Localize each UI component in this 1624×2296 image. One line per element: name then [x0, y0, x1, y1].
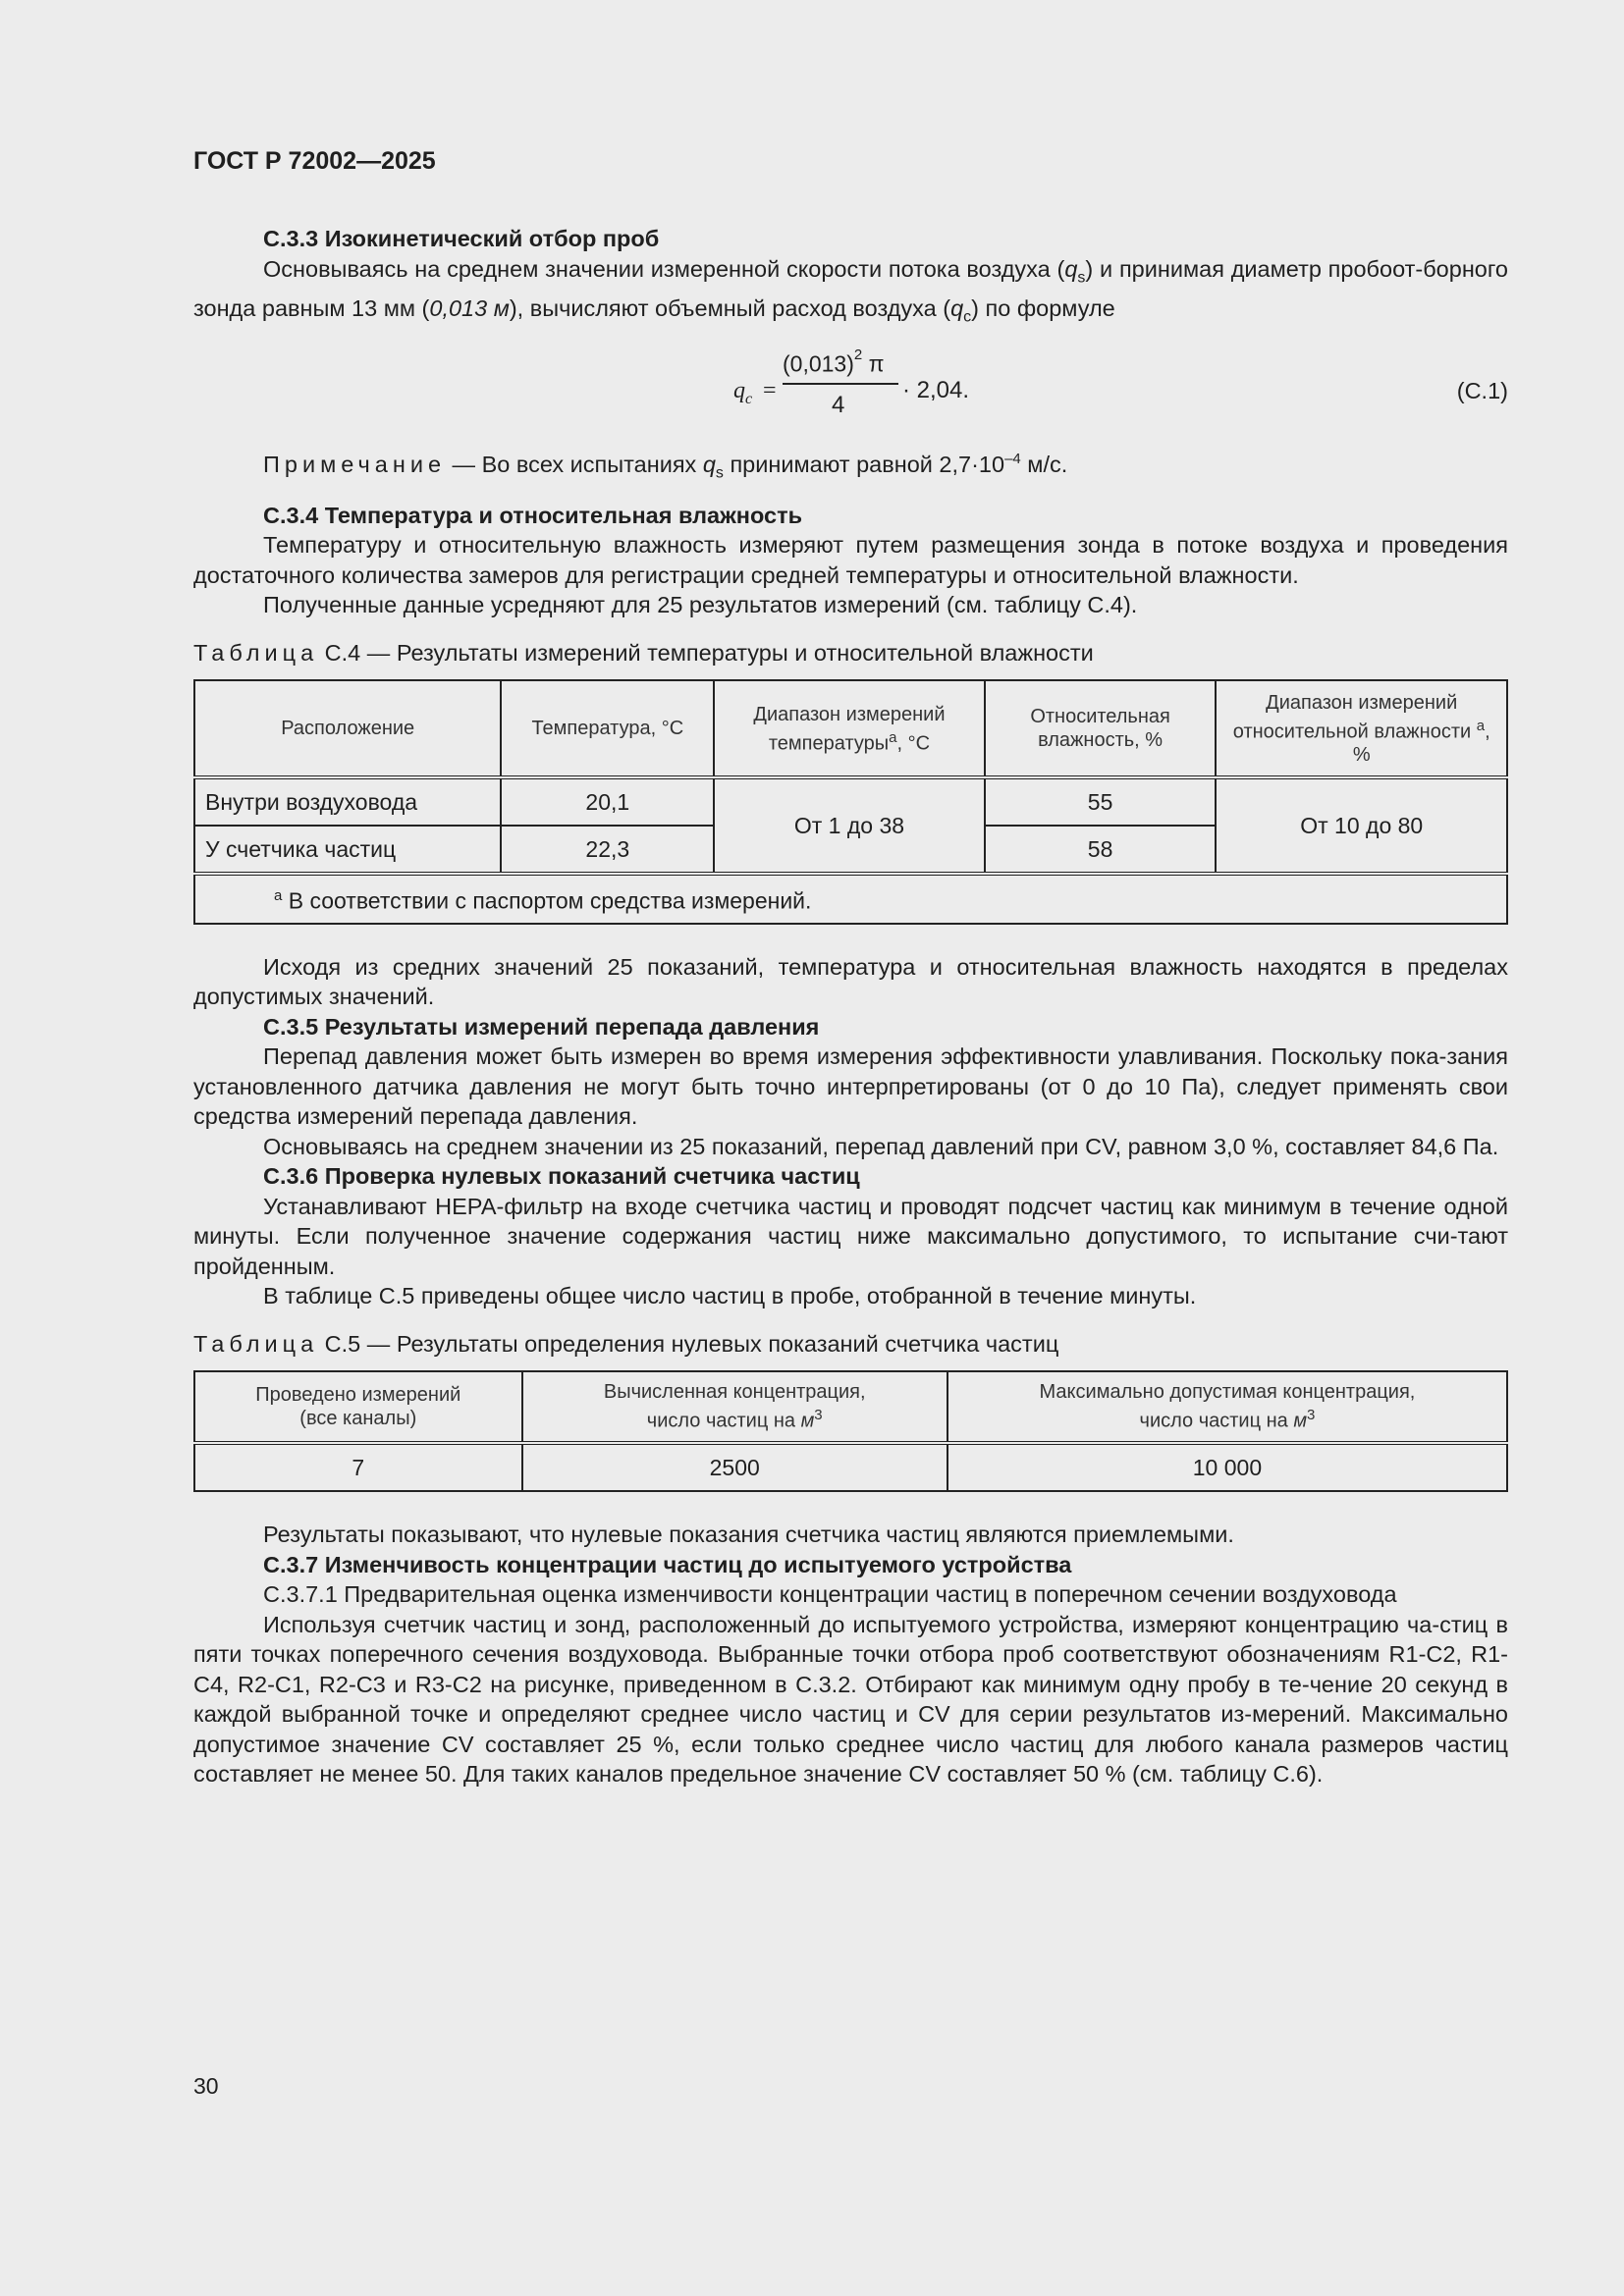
section-heading-c36: С.3.6 Проверка нулевых показаний счетчика частиц — [263, 1163, 860, 1190]
table-c4-footnote-row — [194, 874, 1507, 923]
formula-numerator: $(0,013)^2$ π — [783, 346, 885, 377]
section-heading-c37: С.3.7 Изменчивость концентрации частиц до испытуемого устройства — [263, 1551, 1072, 1577]
document-body — [193, 224, 1508, 1789]
paragraph-after-c4: Исходя из средних значений 25 показаний, температура и относительная влажность находятся в пределах допустимых значений. — [193, 953, 1508, 1010]
formula-lhs: $q_c$ — [733, 377, 753, 407]
formula-number: (С.1) — [1456, 377, 1508, 403]
note-c33: Примечание — Во всех испытаниях $q_s$ принимают равной $2,7\cdot 10^{-4}$ м/с. — [263, 450, 1068, 482]
table-c5-header-max: Максимально допустимая концентрация, число частиц на $м^3$ — [947, 1371, 1507, 1443]
table-c4-humidity: 58 — [985, 826, 1217, 874]
paragraph-c34-2: Полученные данные усредняют для 25 результатов измерений (см. таблицу С.4). — [263, 592, 1138, 618]
table-c4 — [193, 679, 1508, 924]
table-c4-header-location: Расположение — [194, 680, 501, 777]
table-c4-header-temp: Температура, °С — [501, 680, 714, 777]
table-c4-temp-range: От 1 до 38 — [714, 777, 985, 874]
table-c4-location: Внутри воздуховода — [194, 777, 501, 826]
formula-equals: = — [763, 377, 777, 403]
table-c4-footnote: $^а$ В соответствии с паспортом средства измерений. — [194, 874, 1507, 923]
section-heading-c34: С.3.4 Температура и относительная влажность — [263, 502, 803, 528]
table-c5-caption: Таблица С.5 — Результаты определения нулевых показаний счетчика частиц — [193, 1330, 1059, 1357]
table-c4-humidity: 55 — [985, 777, 1217, 826]
paragraph-c36-1: Устанавливают НЕРА-фильтр на входе счетчика частиц и проводят подсчет частиц как минимум в течение одной минуты. Если полученное значение содержания частиц ниже максимально допустимого, то испытание счи-тают пройденным. — [193, 1193, 1508, 1279]
section-heading-c33: С.3.3 Изокинетический отбор проб — [263, 226, 660, 251]
section-heading-c35: С.3.5 Результаты измерений перепада давления — [263, 1013, 820, 1040]
paragraph-c36-2: В таблице С.5 приведены общее число частиц в пробе, отобранной в течение минуты. — [263, 1283, 1197, 1309]
paragraph-c33: Основываясь на среднем значении измеренной скорости потока воздуха $(q_s)$ и принимая диаметр пробоот-борного зонда равным 13 мм (0,013 м), вычисляют объемный расход воздуха $(q_c)$ по формуле — [193, 255, 1508, 326]
table-c5 — [193, 1370, 1508, 1492]
table-c5-header-calculated: Вычисленная концентрация, число частиц на $м^3$ — [522, 1371, 947, 1443]
table-c4-location: У счетчика частиц — [194, 826, 501, 874]
formula-c1 — [193, 345, 1508, 435]
table-c5-header-row — [194, 1371, 1507, 1443]
formula-denominator: 4 — [832, 391, 845, 418]
table-c4-header-temp-range: Диапазон измерений температуры$^а$, °С — [714, 680, 985, 777]
paragraph-c34-1: Температуру и относительную влажность измеряют путем размещения зонда в потоке воздуха и проведения достаточного количества замеров для регистрации средней температуры и относительной влажности. — [193, 532, 1508, 588]
formula-fraction-bar — [783, 383, 898, 385]
table-c5-max: 10 000 — [947, 1443, 1507, 1491]
table-c5-count: 7 — [194, 1443, 522, 1491]
formula-multiplier: · 2,04. — [902, 376, 970, 403]
document-header-title: ГОСТ Р 72002—2025 — [193, 147, 436, 175]
paragraph-after-c5: Результаты показывают, что нулевые показания счетчика частиц являются приемлемыми. — [263, 1522, 1234, 1548]
table-c4-humidity-range: От 10 до 80 — [1216, 777, 1507, 874]
subsection-c371: С.3.7.1 Предварительная оценка изменчивости концентрации частиц в поперечном сечении воздуховода — [263, 1581, 1397, 1608]
table-c4-header-humidity: Относительная влажность, % — [985, 680, 1217, 777]
table-row — [194, 1443, 1507, 1491]
table-c4-header-row — [194, 680, 1507, 777]
formula-expression — [733, 345, 1028, 435]
paragraph-c35-2: Основываясь на среднем значении из 25 показаний, перепад давлений при CV, равном 3,0 %, составляет 84,6 Па. — [263, 1133, 1499, 1159]
table-c4-header-humidity-range: Диапазон измерений относительной влажности $^а$, % — [1216, 680, 1507, 777]
table-row — [194, 777, 1507, 826]
table-c4-temp: 20,1 — [501, 777, 714, 826]
paragraph-c371: Используя счетчик частиц и зонд, расположенный до испытуемого устройства, измеряют концентрацию ча-стиц в пяти точках поперечного сечения воздуховода. Выбранные точки отбора проб соответствуют обозначениям R1-C2, R1-C4, R2-C1, R2-C3 и R3-C2 на рисунке, приведенном в С.3.2. Отбирают как минимум одну пробу в те-чение 20 секунд в каждой выбранной точке и определяют среднее число частиц и CV для серии результатов из-мерений. Максимально допустимое значение CV составляет 25 %, если только среднее число частиц для любого канала размеров частиц составляет не менее 50. Для таких каналов предельное значение CV составляет 50 % (см. таблицу С.6). — [193, 1611, 1508, 1788]
table-c4-caption: Таблица С.4 — Результаты измерений температуры и относительной влажности — [193, 639, 1094, 666]
table-c5-calculated: 2500 — [522, 1443, 947, 1491]
paragraph-c35-1: Перепад давления может быть измерен во время измерения эффективности улавливания. Поскольку пока-зания установленного датчика давления не могут быть точно интерпретированы (от 0 до 10 Па), следует применять свои средства измерений перепада давления. — [193, 1043, 1508, 1130]
table-c5-header-count: Проведено измерений (все каналы) — [194, 1371, 522, 1443]
table-c4-temp: 22,3 — [501, 826, 714, 874]
page-number: 30 — [193, 2073, 219, 2099]
